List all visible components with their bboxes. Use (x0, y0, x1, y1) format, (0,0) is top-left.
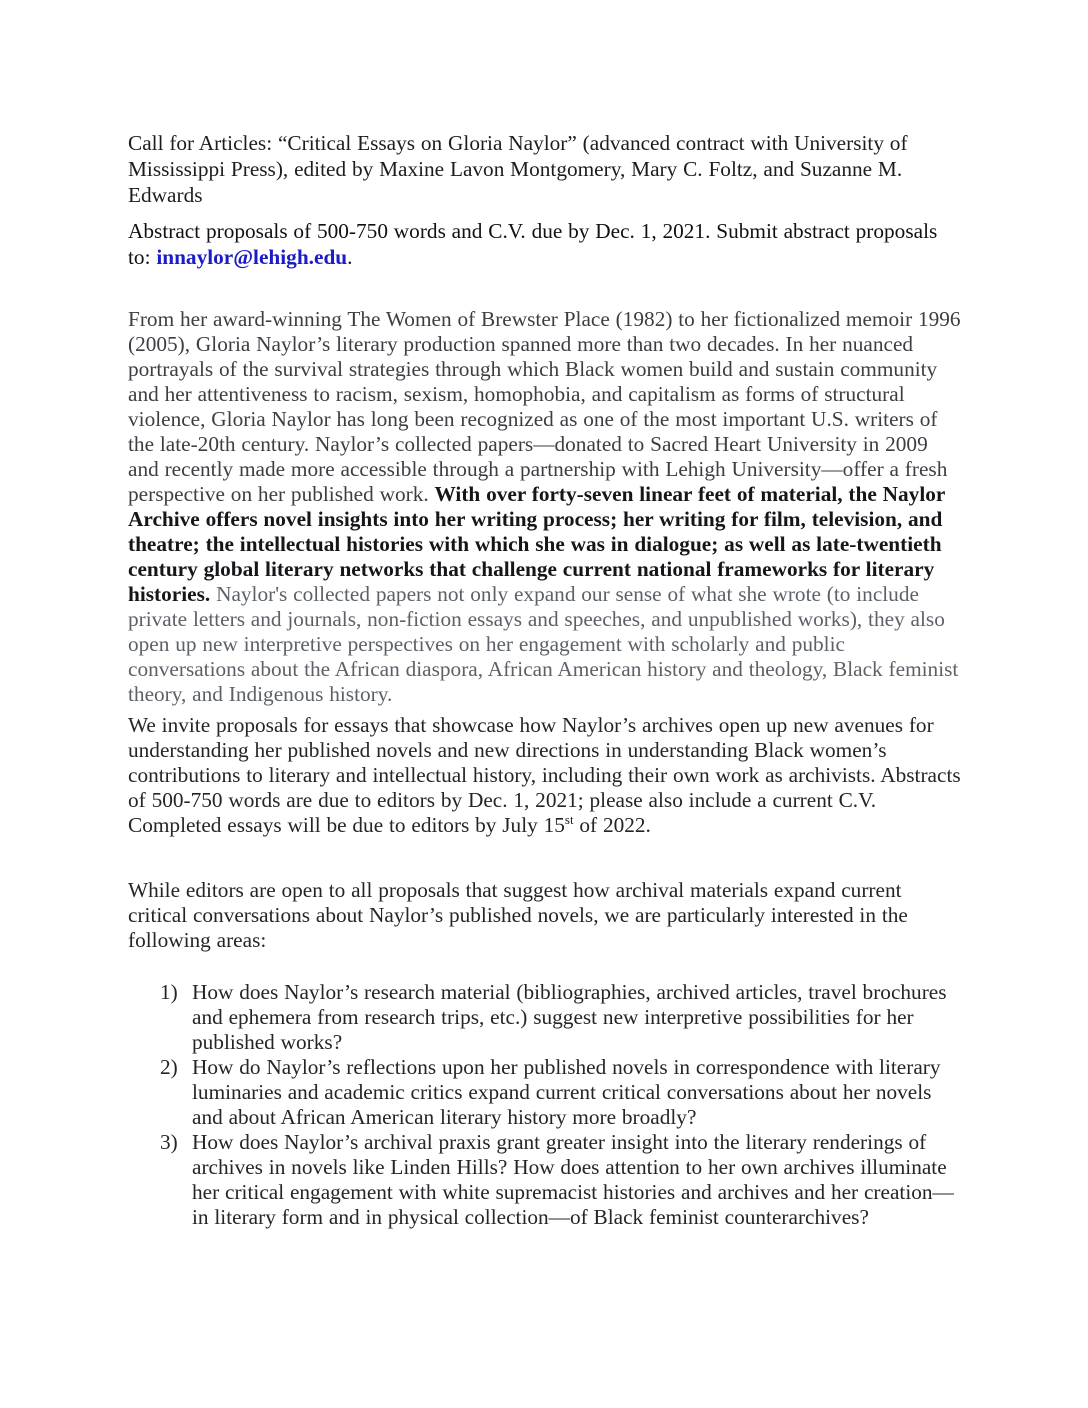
list-item (128, 980, 962, 1055)
naylor-overview-paragraph (128, 307, 962, 707)
invite-text-end: of 2022. (573, 813, 651, 837)
abstract-deadline-paragraph (128, 218, 962, 270)
document-page (128, 130, 962, 1230)
overview-bold-text: With over forty-seven linear feet of material, the Naylor Archive offers novel insights into her writing process; her writing for film, television, and theatre; the intellectual histories with which she was in dialogue; as well as late-twentieth century global literary networks that challenge current national frameworks for literary histories. (128, 482, 945, 606)
abstract-deadline-period: . (347, 245, 353, 269)
overview-gray-text: Naylor's collected papers not only expand our sense of what she wrote (to include private letters and journals, non-fiction essays and speeches, and unpublished works), they also open up new interpretive perspectives on her engagement with scholarly and public conversations about the African diaspora, African American history and theology, Black feminist theory, and Indigenous history. (128, 582, 959, 706)
list-item-number: 2) (160, 1055, 178, 1079)
date-superscript: st (564, 811, 574, 827)
email-link[interactable]: innaylor@lehigh.edu (156, 245, 348, 269)
list-item-number: 3) (160, 1130, 178, 1154)
list-item (128, 1130, 962, 1230)
list-item-text: How do Naylor’s reflections upon her published novels in correspondence with literary luminaries and academic critics expand current critical conversations about her novels and about African American literary history more broadly? (192, 1055, 941, 1129)
list-item-number: 1) (160, 980, 178, 1004)
list-item-text: How does Naylor’s archival praxis grant greater insight into the literary renderings of archives in novels like Linden Hills? How does attention to her own archives illuminate her critical engagement with white supremacist histories and archives and her creation—in literary form and in physical collection—of Black feminist counterarchives? (192, 1130, 954, 1229)
invite-text: We invite proposals for essays that showcase how Naylor’s archives open up new avenues for understanding her published novels and new directions in understanding Black women’s contributions to literary and intellectual history, including their own work as archivists. Abstracts of 500-750 words are due to editors by Dec. 1, 2021; please also include a current C.V. Completed essays will be due to editors by July 15 (128, 713, 961, 837)
invite-proposals-paragraph (128, 713, 962, 838)
focus-areas-list (128, 980, 962, 1230)
abstract-deadline-text: Abstract proposals of 500-750 words and C.V. due by Dec. 1, 2021. Submit abstract proposals to: (128, 219, 938, 269)
overview-normal-text: From her award-winning The Women of Brewster Place (1982) to her fictionalized memoir 1996 (2005), Gloria Naylor’s literary production spanned more than two decades. In her nuanced portrayals of the survival strategies through which Black women build and sustain community and her attentiveness to racism, sexism, homophobia, and capitalism as forms of structural violence, Gloria Naylor has long been recognized as one of the most important U.S. writers of the late-20th century. Naylor’s collected papers—donated to Sacred Heart University in 2009 and recently made more accessible through a partnership with Lehigh University—offer a fresh perspective on her published work. (128, 307, 961, 506)
call-for-articles-heading: Call for Articles: “Critical Essays on Gloria Naylor” (advanced contract with University of Mississippi Press), edited by Maxine Lavon Montgomery, Mary C. Foltz, and Suzanne M. Edwards (128, 131, 908, 207)
list-item (128, 1055, 962, 1130)
areas-intro-paragraph: While editors are open to all proposals that suggest how archival materials expand current critical conversations about Naylor’s published novels, we are particularly interested in the following areas: (128, 878, 908, 952)
list-item-text: How does Naylor’s research material (bibliographies, archived articles, travel brochures and ephemera from research trips, etc.) suggest new interpretive possibilities for her published works? (192, 980, 947, 1054)
